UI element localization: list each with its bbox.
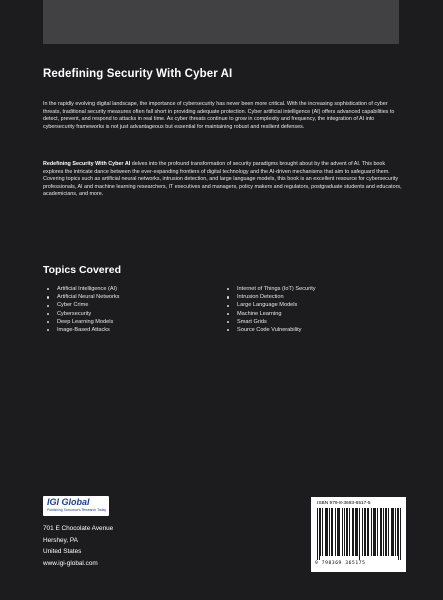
description-paragraph-2 (43, 161, 403, 199)
description-paragraph-1: In the rapidly evolving digital landscape, the importance of cybersecurity has never been more critical. With the increasing sophistication of cyber threats, traditional security measures often fall short in providing adequate protection. Cyber artificial intelligence (AI) offers advanced capabilities to detect, prevent, and respond to attacks in real time. As cyber threats continue to grow in complexity and frequency, the integration of AI into cybersecurity frameworks is not just advantageous but essential for maintaining robust and resilient defenses. (43, 101, 395, 130)
topic-item: Image-Based Attacks (47, 326, 119, 334)
publisher-website: www.igi-global.com (43, 559, 98, 567)
topic-item: Artificial Intelligence (AI) (47, 285, 119, 293)
barcode-digits: 9 798369 365175 (315, 561, 366, 566)
address-country: United States (43, 548, 82, 555)
book-title: Redefining Security With Cyber AI (43, 68, 233, 80)
topic-item: Deep Learning Models (47, 318, 119, 326)
topic-item: Machine Learning (227, 310, 316, 318)
topics-list-right (227, 285, 316, 334)
topics-heading: Topics Covered (43, 264, 121, 276)
isbn-label: ISBN 979-8-3693-6517-5 (317, 501, 371, 506)
description-book-title-bold: Redefining Security With Cyber AI (43, 161, 131, 167)
publisher-logo-name: IGI Global (47, 497, 90, 507)
publisher-address (43, 523, 113, 569)
address-street: 701 E Chocolate Avenue (43, 525, 114, 532)
top-color-band (43, 0, 399, 44)
topic-item: Internet of Things (IoT) Security (227, 285, 316, 293)
topic-item: Cyber Crime (47, 301, 119, 309)
topic-item: Large Language Models (227, 301, 316, 309)
publisher-logo (43, 496, 109, 516)
barcode-icon (317, 508, 401, 560)
description-paragraph-2-body: delves into the profound transformation of security paradigms brought about by the advent of AI. This book explores the intricate dance between the ever-expanding frontiers of digital technology and the AI-driven mechanisms that aim to safeguard them. Covering topics such as artificial neural networks, intrusion detection, and large language models, this book is an excellent resource for cybersecurity professionals, AI and machine learning researchers, IT executives and managers, policy makers and regulators, postgraduate students and educators, academicians, and more. (43, 161, 402, 197)
publisher-logo-tagline: Publishing Tomorrow's Research Today (47, 508, 107, 512)
topics-list-left (47, 285, 119, 334)
topic-item: Source Code Vulnerability (227, 326, 316, 334)
topic-item: Artificial Neural Networks (47, 293, 119, 301)
topic-item: Intrusion Detection (227, 293, 316, 301)
topic-item: Cybersecurity (47, 310, 119, 318)
topic-item: Smart Grids (227, 318, 316, 326)
address-city: Hershey, PA (43, 536, 78, 544)
isbn-barcode-box (311, 497, 406, 572)
